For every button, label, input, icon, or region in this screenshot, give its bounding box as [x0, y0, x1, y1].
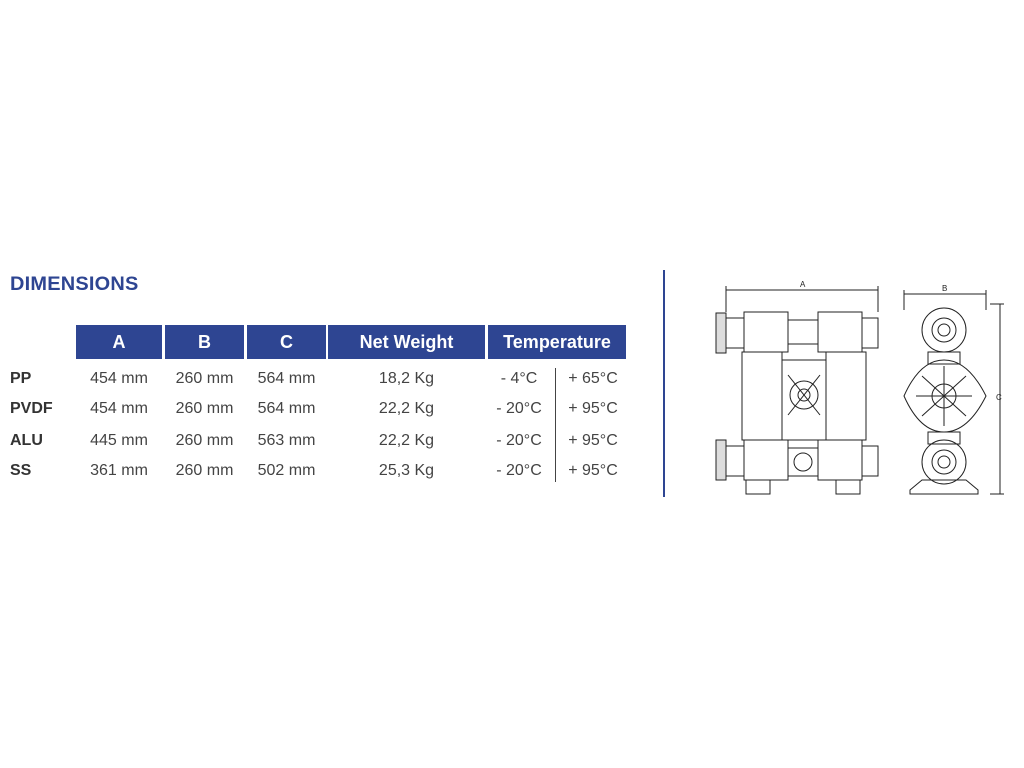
table-cell: 22,2 Kg: [378, 400, 435, 417]
table-cell: + 95°C: [568, 462, 618, 479]
table-cell: 361 mm: [90, 462, 148, 479]
table-cell: 564 mm: [257, 400, 316, 417]
table-cell: + 65°C: [568, 370, 618, 387]
table-cell: - 20°C: [496, 462, 542, 479]
table-cell: 563 mm: [257, 432, 316, 449]
table-cell: 564 mm: [257, 370, 316, 387]
table-cell: + 95°C: [568, 400, 618, 417]
table-cell: 260 mm: [175, 370, 234, 387]
dimension-label-b: B: [942, 284, 948, 293]
table-row-label-alu: ALU: [10, 432, 43, 449]
table-cell: 454 mm: [90, 370, 148, 387]
table-cell: 22,2 Kg: [378, 432, 435, 449]
table-cell: + 95°C: [568, 432, 618, 449]
table-header-net-weight: Net Weight: [328, 325, 485, 359]
table-row-label-pp: PP: [10, 370, 32, 387]
table-header-b: B: [165, 325, 244, 359]
table-row-label-pvdf: PVDF: [10, 400, 53, 417]
table-cell: - 20°C: [496, 432, 542, 449]
table-cell: 25,3 Kg: [378, 462, 435, 479]
table-cell: 18,2 Kg: [378, 370, 435, 387]
table-cell: - 20°C: [496, 400, 542, 417]
table-cell: 260 mm: [175, 432, 234, 449]
table-cell: 454 mm: [90, 400, 148, 417]
table-row-label-ss: SS: [10, 462, 32, 479]
table-cell: 260 mm: [175, 400, 234, 417]
dimension-label-a: A: [800, 280, 806, 289]
table-header-a: A: [76, 325, 162, 359]
table-cell: 260 mm: [175, 462, 234, 479]
table-header-temperature: Temperature: [488, 325, 626, 359]
dimension-label-c: C: [996, 393, 1002, 402]
table-cell: 502 mm: [257, 462, 316, 479]
table-header-c: C: [247, 325, 326, 359]
table-cell: - 4°C: [500, 370, 538, 387]
table-cell: 445 mm: [90, 432, 148, 449]
dimensions-title: DIMENSIONS: [10, 274, 139, 295]
